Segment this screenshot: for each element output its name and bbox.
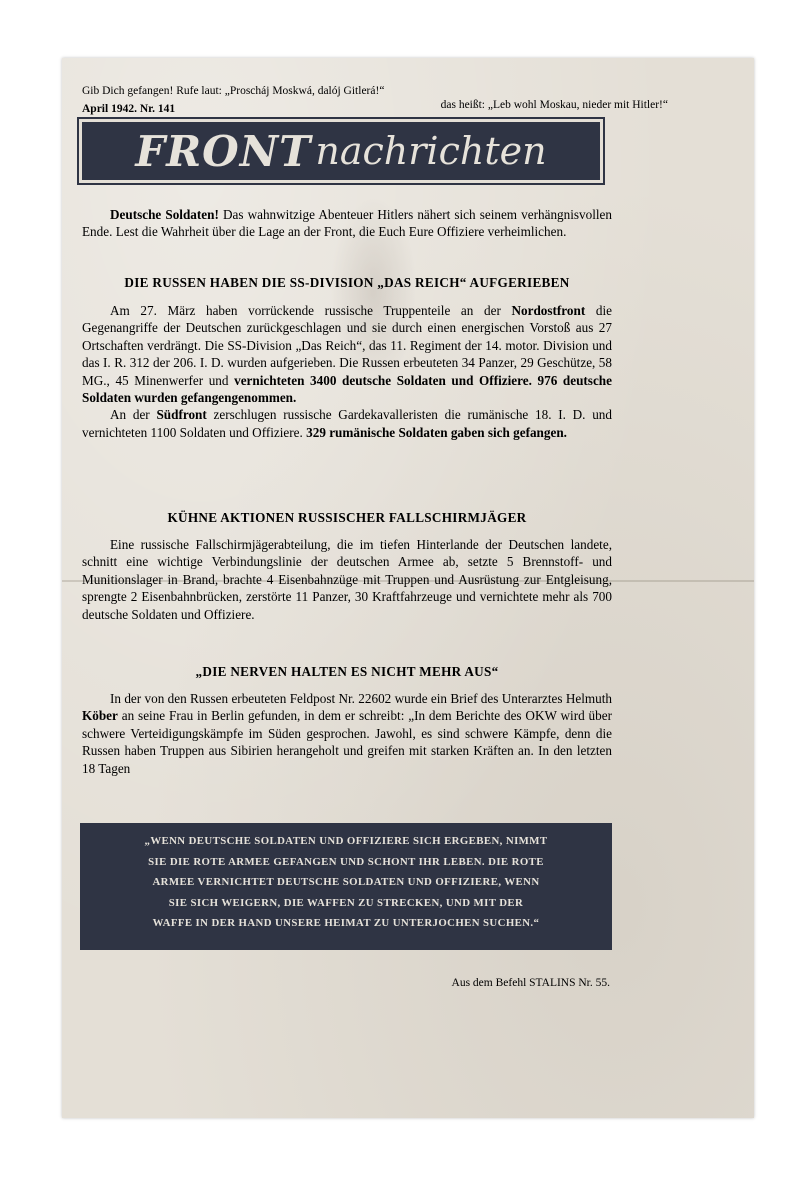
article1-p1-c: die Gegenangriffe der Deutschen zurückgeschlagen und sie durch einen energischen Vorstoß aus 27 Ortschaften verdrängt. Die SS-Division „Das Reich“, das 11. Regiment der 14. motor. Division und das I. R. 312 der 206. I. D. wurden aufgerieben. Die Russen erbeuteten 34 Panzer, 29 Geschütze, 58 MG., 45 Minenwerfer und <box>82 303 612 388</box>
article1-p2-d: 329 rumänische Soldaten gaben sich gefangen. <box>306 424 567 440</box>
article1-p2-a: An der <box>110 407 157 423</box>
article1-p2-b: Südfront <box>156 407 207 423</box>
issue-date-number: April 1942. Nr. 141 <box>82 103 176 115</box>
masthead-nachrichten: nachrichten <box>315 129 547 173</box>
surrender-call-translation: das heißt: „Leb wohl Moskau, nieder mit Hitler!“ <box>440 99 668 111</box>
article1-p2-c: zerschlugen russische Gardekavalleristen die rumänische 18. I. D. und vernichteten 1100 Soldaten und Offiziere. <box>82 407 612 440</box>
intro-paragraph <box>82 206 612 241</box>
article1-body <box>82 302 612 441</box>
article1-p1-d: vernichteten 3400 deutsche Soldaten und Offiziere. 976 deutsche Soldaten wurden gefangengenommen. <box>82 372 612 406</box>
surrender-call: Gib Dich gefangen! Rufe laut: „Proscháj Moskwá, dalój Gitlerá!“ <box>82 85 385 97</box>
masthead-banner <box>82 122 600 180</box>
quote-line: WAFFE IN DER HAND UNSERE HEIMAT ZU UNTERJOCHEN SUCHEN.“ <box>152 917 540 929</box>
article3-text-c: an seine Frau in Berlin gefunden, in dem er schreibt: „In dem Berichte des OKW wird über schwere Verteidigungskämpfe im Süden gesprochen. Jawohl, es sind schwere Kämpfe, denn die Russen haben Truppen aus Sibirien herangeholt und greifen mit starken Kräften an. In den letzten 18 Tagen <box>82 708 612 776</box>
article1-p1-a: Am 27. März haben vorrückende russische Truppenteile an der <box>110 303 512 318</box>
article3-text-b: Köber <box>82 708 118 724</box>
stalin-quote-box <box>80 823 612 950</box>
quote-line: SIE SICH WEIGERN, DIE WAFFEN ZU STRECKEN, UND MIT DER <box>168 896 524 909</box>
article3-body <box>82 690 612 777</box>
quote-line: SIE DIE ROTE ARMEE GEFANGEN UND SCHONT IHR LEBEN. DIE ROTE <box>148 855 544 868</box>
intro-lead: Deutsche Soldaten! <box>110 207 219 222</box>
quote-line: ARMEE VERNICHTET DEUTSCHE SOLDATEN UND OFFIZIERE, WENN <box>152 876 540 888</box>
quote-source: Aus dem Befehl STALINS Nr. 55. <box>451 977 610 989</box>
article2-text: Eine russische Fallschirmjägerabteilung, die im tiefen Hinterlande der Deutschen landete, schnitt eine wichtige Verbindungslinie der deutschen Armee ab, setzte 5 Brennstoff- und Munitionslager in Brand, brachte 4 Eisenbahnzüge mit Truppen und Ausrüstung zur Entgleisung, sprengte 2 Eisenbahnbrücken, zerstörte 11 Panzer, 30 Kraftfahrzeuge und vernichtete mehr als 700 deutsche Soldaten und Offiziere. <box>82 537 612 622</box>
article3-text-a: In der von den Russen erbeuteten Feldpost Nr. 22602 wurde ein Brief des Unterarztes Helmuth <box>110 691 612 706</box>
article3-headline: „DIE NERVEN HALTEN ES NICHT MEHR AUS“ <box>195 664 499 679</box>
article1-headline: DIE RUSSEN HABEN DIE SS-DIVISION „DAS REICH“ AUFGERIEBEN <box>124 275 570 290</box>
intro-text: Das wahnwitzige Abenteuer Hitlers nähert sich seinem verhängnisvollen Ende. Lest die Wahrheit über die Lage an der Front, die Euch Eure Offiziere verheimlichen. <box>82 207 612 240</box>
masthead-front: FRONT <box>135 126 312 176</box>
article1-p1-b: Nordostfront <box>511 303 586 318</box>
article2-body <box>82 536 612 623</box>
article2-headline: KÜHNE AKTIONEN RUSSISCHER FALLSCHIRMJÄGER <box>167 510 527 525</box>
quote-line: „WENN DEUTSCHE SOLDATEN UND OFFIZIERE SICH ERGEBEN, NIMMT <box>144 835 548 847</box>
